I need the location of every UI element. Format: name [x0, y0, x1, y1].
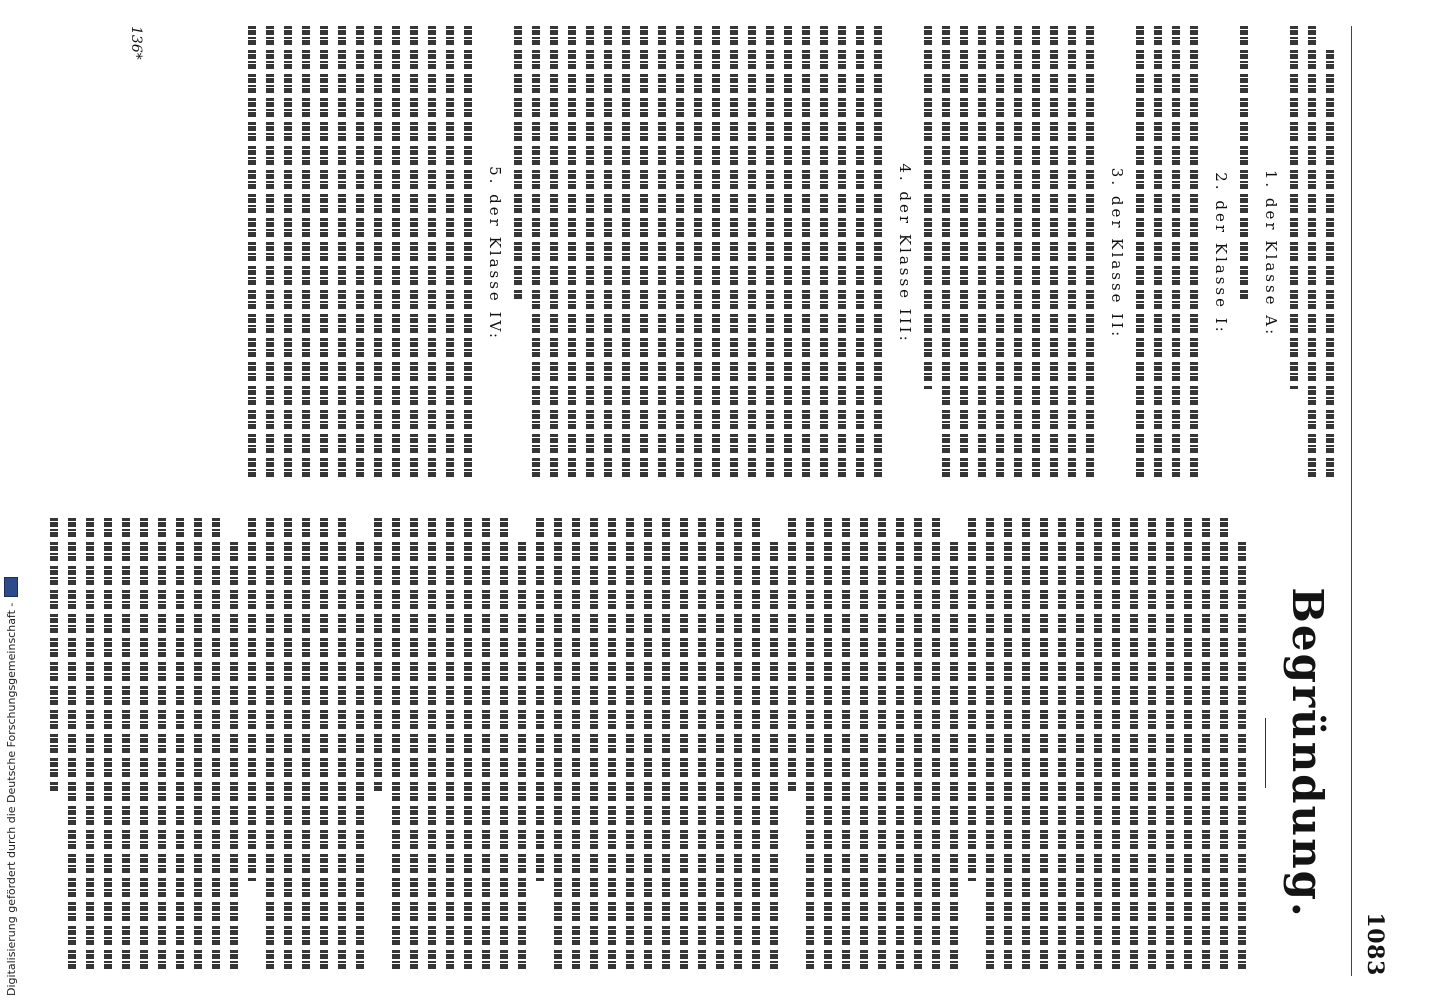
class-3-list [514, 26, 882, 481]
begruendung-paragraph-1 [968, 518, 1246, 973]
sheet-signature: 136* [128, 26, 144, 60]
dfg-logo-icon [4, 577, 18, 597]
begruendung-paragraph-2 [788, 518, 958, 973]
header-rule [1351, 26, 1352, 976]
begruendung-paragraph-3 [536, 518, 778, 973]
scanned-document-page [106, 8, 1396, 998]
begruendung-column [40, 518, 1246, 973]
class-a-list [1240, 26, 1248, 481]
heading-class-1: 2. der Klasse I: [1212, 172, 1230, 335]
class-1-list [1136, 26, 1198, 481]
heading-class-4: 5. der Klasse IV: [486, 166, 504, 341]
heading-class-3: 4. der Klasse III: [896, 163, 914, 344]
begruendung-paragraph-5 [248, 518, 364, 973]
digitization-note [4, 577, 18, 996]
section-title: Begründung. [1283, 587, 1332, 919]
page-number: 1083 [1362, 912, 1388, 976]
class-list-column [238, 26, 1334, 481]
class-4-list [248, 26, 472, 481]
running-header [1354, 26, 1396, 976]
begruendung-paragraph-4 [374, 518, 526, 973]
intro-paragraph [1290, 26, 1334, 481]
class-2-list [924, 26, 1094, 481]
title-rule [1265, 718, 1266, 788]
digitization-text: Digitalisierung gefördert durch die Deutsche Forschungsgemeinschaft - [4, 602, 18, 996]
heading-class-2: 3. der Klasse II: [1108, 167, 1126, 340]
heading-class-a: 1. der Klasse A: [1262, 169, 1280, 338]
begruendung-paragraph-6 [50, 518, 238, 973]
